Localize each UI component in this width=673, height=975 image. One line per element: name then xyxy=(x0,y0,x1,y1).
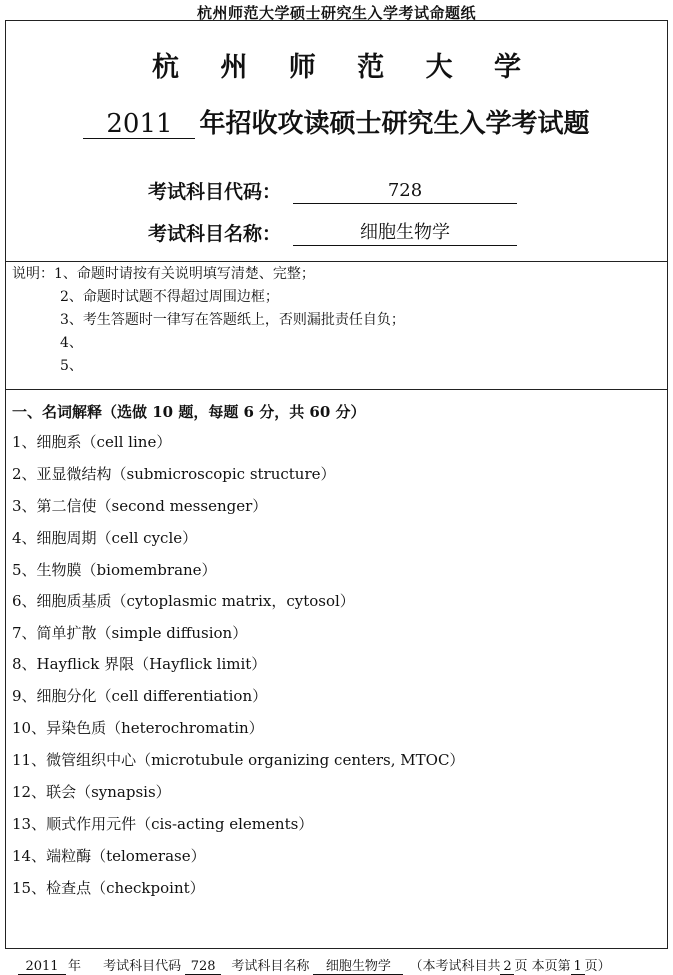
question-item: 4、细胞周期（cell cycle） xyxy=(12,529,198,547)
instruction-item: 5、 xyxy=(60,358,83,374)
section-heading: 一、名词解释（选做 10 题，每题 6 分，共 60 分） xyxy=(12,403,366,421)
question-item: 14、端粒酶（telomerase） xyxy=(12,847,206,865)
footer-code-value: 728 xyxy=(185,959,221,975)
exam-year: 2011 xyxy=(83,110,195,139)
instruction-item: 2、命题时试题不得超过周围边框； xyxy=(60,289,279,305)
footer-pages-prefix: （本考试科目共 xyxy=(409,959,501,974)
instruction-item: 3、考生答题时一律写在答题纸上，否则漏批责任自负； xyxy=(60,312,405,328)
footer-page-number: 1 xyxy=(571,959,585,975)
question-item: 2、亚显微结构（submicroscopic structure） xyxy=(12,465,336,483)
instruction-item: 1、命题时请按有关说明填写清楚、完整； xyxy=(54,266,315,282)
footer-year: 2011 xyxy=(18,959,66,975)
page-top-title: 杭州师范大学硕士研究生入学考试命题纸 xyxy=(196,4,476,22)
footer-year-suffix: 年 xyxy=(68,959,82,974)
question-item: 9、细胞分化（cell differentiation） xyxy=(12,687,268,705)
question-item: 5、生物膜（biomembrane） xyxy=(12,561,217,579)
exam-title: 年招收攻读硕士研究生入学考试题 xyxy=(199,109,590,139)
subject-name-row xyxy=(148,219,517,246)
question-item: 12、联会（synapsis） xyxy=(12,783,171,801)
page-footer xyxy=(0,955,673,975)
subject-code-label: 考试科目代码： xyxy=(148,181,282,203)
question-item: 15、检查点（checkpoint） xyxy=(12,879,205,897)
footer-pages-suffix: 页） xyxy=(584,959,611,974)
instructions-section xyxy=(6,261,667,390)
question-item: 11、微管组织中心（microtubule organizing centers, MTOC） xyxy=(12,751,465,769)
exam-frame xyxy=(5,20,668,949)
instructions-line xyxy=(12,265,315,283)
university-name: 杭 州 师 范 大 学 xyxy=(152,52,537,83)
question-item: 8、Hayflick 界限（Hayflick limit） xyxy=(12,655,267,673)
question-item: 1、细胞系（cell line） xyxy=(12,433,172,451)
footer-name-value: 细胞生物学 xyxy=(313,955,403,975)
subject-code-row xyxy=(148,177,517,204)
exam-title-line xyxy=(6,103,667,140)
question-item: 3、第二信使（second messenger） xyxy=(12,497,268,515)
subject-code-value: 728 xyxy=(293,179,517,204)
exam-header xyxy=(6,21,667,262)
footer-pages-mid: 页 本页第 xyxy=(514,959,571,974)
question-item: 13、顺式作用元件（cis-acting elements） xyxy=(12,815,314,833)
subject-name-value: 细胞生物学 xyxy=(293,221,517,246)
question-item: 10、异染色质（heterochromatin） xyxy=(12,719,264,737)
footer-total-pages: 2 xyxy=(500,959,514,975)
question-item: 7、简单扩散（simple diffusion） xyxy=(12,624,248,642)
footer-name-label: 考试科目名称 xyxy=(231,959,310,974)
footer-code-label: 考试科目代码 xyxy=(103,959,182,974)
instruction-item: 4、 xyxy=(60,335,83,351)
instructions-prefix: 说明： xyxy=(12,266,54,282)
subject-name-label: 考试科目名称： xyxy=(148,223,282,245)
question-item: 6、细胞质基质（cytoplasmic matrix，cytosol） xyxy=(12,592,355,610)
